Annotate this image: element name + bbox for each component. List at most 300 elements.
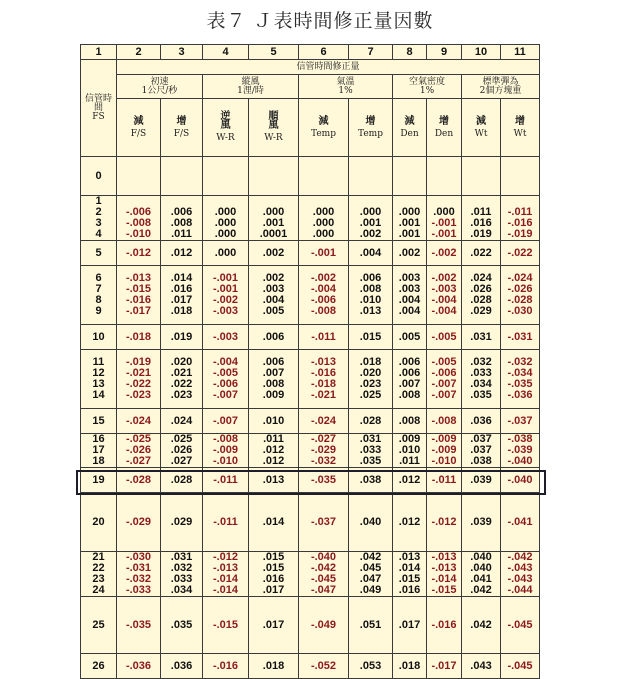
cell-line: .043 bbox=[470, 659, 492, 672]
cell-line: -.047 bbox=[310, 584, 337, 596]
value-cell bbox=[501, 196, 540, 241]
value-cell bbox=[117, 552, 161, 597]
cell-line: .037 bbox=[470, 444, 492, 456]
value-cell bbox=[249, 654, 299, 679]
column-number: 9 bbox=[427, 45, 462, 60]
cell-line: .016 bbox=[470, 217, 492, 229]
cell-line: -.007 bbox=[212, 389, 239, 401]
subcol-header bbox=[203, 99, 249, 157]
value-cell bbox=[349, 434, 393, 468]
value-cell bbox=[462, 409, 501, 434]
subcol-header bbox=[501, 99, 540, 157]
cell-line: -.013 bbox=[212, 562, 239, 574]
cell-line: -.040 bbox=[507, 455, 533, 467]
value-cell bbox=[427, 350, 462, 409]
cell-line: .017 bbox=[170, 294, 193, 306]
cell-line: -.038 bbox=[507, 433, 533, 445]
value-cell bbox=[427, 597, 462, 654]
value-cell bbox=[161, 350, 203, 409]
cell-line: -.002 bbox=[431, 272, 457, 284]
value-cell bbox=[462, 552, 501, 597]
subcol-code: Den bbox=[434, 128, 454, 139]
cell-line: 22 bbox=[92, 562, 105, 574]
value-cell bbox=[203, 350, 249, 409]
column-number: 11 bbox=[501, 45, 540, 60]
column-number: 8 bbox=[393, 45, 427, 60]
group-name: 標準彈為 bbox=[482, 76, 519, 87]
cell-line: -.006 bbox=[125, 206, 152, 218]
cell-line: 19 bbox=[92, 473, 105, 486]
group-name: 氣溫 bbox=[336, 76, 355, 87]
cell-line: .013 bbox=[359, 305, 382, 317]
cell-line: .014 bbox=[398, 562, 421, 574]
fs-cell bbox=[81, 654, 117, 679]
value-cell bbox=[117, 241, 161, 266]
cell-line: 21 bbox=[92, 551, 105, 563]
cell-line: .022 bbox=[170, 378, 193, 390]
cell-line: .004 bbox=[359, 246, 382, 259]
value-cell bbox=[349, 654, 393, 679]
subcol-header bbox=[249, 99, 299, 157]
value-cell bbox=[349, 597, 393, 654]
cell-line: -.041 bbox=[507, 515, 533, 528]
value-cell bbox=[349, 468, 393, 493]
cell-line: .000 bbox=[433, 206, 455, 218]
cell-line: 23 bbox=[92, 573, 105, 585]
cell-line: -.015 bbox=[125, 283, 152, 295]
cell-line: -.009 bbox=[212, 444, 239, 456]
value-cell bbox=[501, 350, 540, 409]
fs-cell bbox=[81, 434, 117, 468]
cell-line: -.011 bbox=[431, 473, 457, 486]
cell-line bbox=[161, 171, 202, 182]
value-cell bbox=[462, 196, 501, 241]
cell-line: -.003 bbox=[212, 305, 239, 317]
value-cell bbox=[501, 468, 540, 493]
value-cell bbox=[349, 350, 393, 409]
cell-line: -.006 bbox=[431, 367, 457, 379]
value-cell bbox=[249, 552, 299, 597]
cell-line: -.015 bbox=[431, 584, 457, 596]
group-unit: 1浬/時 bbox=[237, 85, 264, 96]
cell-line: 8 bbox=[95, 294, 102, 306]
cell-line: 2 bbox=[95, 206, 102, 218]
cell-line: -.043 bbox=[507, 562, 533, 574]
cell-line: .027 bbox=[170, 455, 193, 467]
value-cell bbox=[203, 325, 249, 350]
cell-line: -.044 bbox=[507, 584, 533, 596]
value-cell bbox=[203, 468, 249, 493]
cell-line: .010 bbox=[398, 444, 421, 456]
cell-line: .003 bbox=[398, 272, 421, 284]
value-cell bbox=[161, 493, 203, 552]
cell-line bbox=[117, 171, 160, 182]
table-row bbox=[81, 266, 540, 325]
value-cell bbox=[393, 409, 427, 434]
group-header bbox=[117, 75, 203, 99]
cell-line: .000 bbox=[312, 217, 335, 229]
cell-line: -.035 bbox=[507, 378, 533, 390]
cell-line: -.012 bbox=[212, 551, 239, 563]
cell-line: .028 bbox=[470, 294, 492, 306]
cell-line: .024 bbox=[470, 272, 492, 284]
cell-line: 10 bbox=[92, 330, 105, 343]
cell-line: -.035 bbox=[310, 473, 337, 486]
cell-line: .000 bbox=[214, 206, 237, 218]
value-cell bbox=[501, 157, 540, 196]
cell-line: 增 bbox=[439, 115, 449, 127]
cell-line: -.034 bbox=[507, 367, 533, 379]
cell-line: .001 bbox=[262, 217, 285, 229]
cell-line: .024 bbox=[170, 414, 193, 427]
cell-line: .017 bbox=[398, 618, 421, 631]
subcol-header bbox=[393, 99, 427, 157]
cell-line: -.008 bbox=[125, 217, 152, 229]
subcol-code: F/S bbox=[130, 128, 147, 139]
value-cell bbox=[393, 434, 427, 468]
cell-line: 減 bbox=[476, 115, 486, 127]
cell-line: .017 bbox=[262, 618, 285, 631]
cell-line: .034 bbox=[170, 584, 193, 596]
cell-line: .000 bbox=[214, 246, 237, 259]
cell-line: -.049 bbox=[310, 618, 337, 631]
table-row bbox=[81, 434, 540, 468]
table-row bbox=[81, 654, 540, 679]
value-cell bbox=[117, 654, 161, 679]
value-cell bbox=[462, 654, 501, 679]
value-cell bbox=[161, 196, 203, 241]
table-row bbox=[81, 325, 540, 350]
value-cell bbox=[299, 552, 349, 597]
value-cell bbox=[299, 196, 349, 241]
value-cell bbox=[393, 157, 427, 196]
value-cell bbox=[462, 468, 501, 493]
subcol-header bbox=[299, 99, 349, 157]
cell-line: 7 bbox=[95, 283, 102, 295]
value-cell bbox=[117, 196, 161, 241]
value-cell bbox=[349, 266, 393, 325]
cell-line: 減 bbox=[404, 115, 415, 127]
cell-line: 順 bbox=[268, 111, 279, 122]
value-cell bbox=[299, 325, 349, 350]
cell-line: -.014 bbox=[212, 584, 239, 596]
subcol-header bbox=[427, 99, 462, 157]
cell-line: .000 bbox=[214, 217, 237, 229]
value-cell bbox=[349, 409, 393, 434]
cell-line: .033 bbox=[470, 367, 492, 379]
group-name: 空氣密度 bbox=[408, 76, 445, 87]
cell-line: .021 bbox=[170, 367, 193, 379]
value-cell bbox=[393, 597, 427, 654]
cell-line: .029 bbox=[170, 515, 193, 528]
value-cell bbox=[427, 434, 462, 468]
cell-line: 5 bbox=[95, 246, 102, 259]
group-name: 初速 bbox=[150, 76, 169, 87]
fs-cell bbox=[81, 552, 117, 597]
cell-line: .038 bbox=[470, 455, 492, 467]
cell-line: -.028 bbox=[507, 294, 533, 306]
cell-line: -.045 bbox=[507, 618, 533, 631]
cell-line: .007 bbox=[398, 378, 421, 390]
value-cell bbox=[501, 434, 540, 468]
cell-line: -.009 bbox=[431, 444, 457, 456]
value-cell bbox=[161, 552, 203, 597]
cell-line: 26 bbox=[92, 659, 105, 672]
value-cell bbox=[501, 266, 540, 325]
cell-line: .011 bbox=[263, 433, 284, 445]
cell-line: -.011 bbox=[213, 515, 238, 528]
cell-line: .008 bbox=[262, 378, 285, 390]
table-row bbox=[81, 157, 540, 196]
fs-cell bbox=[81, 266, 117, 325]
cell-line: -.032 bbox=[310, 455, 337, 467]
cell-line: .019 bbox=[470, 228, 492, 240]
value-cell bbox=[249, 350, 299, 409]
value-cell bbox=[161, 597, 203, 654]
cell-line: -.005 bbox=[212, 367, 239, 379]
subcol-code: W-R bbox=[264, 133, 283, 143]
value-cell bbox=[393, 654, 427, 679]
value-cell bbox=[349, 157, 393, 196]
cell-line: .023 bbox=[170, 389, 193, 401]
cell-line: 9 bbox=[95, 305, 102, 317]
cell-line: .040 bbox=[359, 515, 382, 528]
value-cell bbox=[299, 597, 349, 654]
cell-line: .018 bbox=[359, 356, 382, 368]
subcol-header bbox=[117, 99, 161, 157]
value-cell bbox=[249, 493, 299, 552]
cell-line: .016 bbox=[170, 283, 193, 295]
value-cell bbox=[427, 196, 462, 241]
cell-line: -.040 bbox=[310, 551, 337, 563]
cell-line: -.001 bbox=[212, 283, 239, 295]
cell-line: -.016 bbox=[125, 294, 152, 306]
value-cell bbox=[299, 493, 349, 552]
value-cell bbox=[249, 468, 299, 493]
subcol-header bbox=[349, 99, 393, 157]
table-row bbox=[81, 196, 540, 241]
cell-line: .018 bbox=[262, 659, 285, 672]
subcol-word bbox=[117, 117, 160, 126]
cell-line: -.043 bbox=[507, 573, 533, 585]
value-cell bbox=[393, 350, 427, 409]
cell-line: .001 bbox=[359, 217, 382, 229]
cell-line: 風 bbox=[220, 120, 231, 131]
cell-line: -.022 bbox=[125, 378, 152, 390]
column-number: 4 bbox=[203, 45, 249, 60]
cell-line: .0001 bbox=[259, 228, 288, 240]
cell-line: .015 bbox=[398, 573, 421, 585]
value-cell bbox=[203, 241, 249, 266]
cell-line: 18 bbox=[92, 455, 105, 467]
cell-line: .041 bbox=[470, 573, 492, 585]
cell-line: .000 bbox=[312, 228, 335, 240]
cell-line: -.021 bbox=[125, 367, 152, 379]
cell-line: .038 bbox=[359, 473, 382, 486]
column-number: 3 bbox=[161, 45, 203, 60]
value-cell bbox=[203, 434, 249, 468]
cell-line: .006 bbox=[262, 330, 285, 343]
cell-line: .014 bbox=[262, 515, 285, 528]
cell-line: -.003 bbox=[212, 330, 239, 343]
value-cell bbox=[427, 468, 462, 493]
cell-line: .037 bbox=[470, 433, 492, 445]
cell-line: -.019 bbox=[507, 228, 533, 240]
cell-line: -.021 bbox=[310, 389, 337, 401]
cell-line: -.045 bbox=[310, 573, 337, 585]
cell-line: -.010 bbox=[431, 455, 457, 467]
table-row bbox=[81, 597, 540, 654]
cell-line: .008 bbox=[398, 414, 421, 427]
value-cell bbox=[462, 157, 501, 196]
value-cell bbox=[393, 552, 427, 597]
cell-line: -.012 bbox=[431, 515, 457, 528]
subcol-header bbox=[161, 99, 203, 157]
cell-line: -.010 bbox=[125, 228, 152, 240]
value-cell bbox=[203, 493, 249, 552]
cell-line: -.028 bbox=[125, 473, 152, 486]
value-cell bbox=[203, 266, 249, 325]
cell-line: .025 bbox=[170, 433, 193, 445]
value-cell bbox=[393, 266, 427, 325]
group-unit: 2個方塊重 bbox=[479, 85, 522, 96]
cell-line: .002 bbox=[359, 228, 382, 240]
cell-line: .009 bbox=[262, 389, 285, 401]
value-cell bbox=[501, 409, 540, 434]
cell-line: .039 bbox=[470, 515, 492, 528]
value-cell bbox=[299, 409, 349, 434]
fs-cell bbox=[81, 350, 117, 409]
cell-line: .011 bbox=[399, 455, 420, 467]
cell-line: -.026 bbox=[125, 444, 152, 456]
cell-line: .007 bbox=[262, 367, 285, 379]
cell-line: .020 bbox=[170, 356, 193, 368]
value-cell bbox=[161, 654, 203, 679]
cell-line: .018 bbox=[398, 659, 421, 672]
column-number: 10 bbox=[462, 45, 501, 60]
cell-line: .004 bbox=[262, 294, 285, 306]
cell-line: .022 bbox=[470, 246, 492, 259]
group-header bbox=[393, 75, 462, 99]
cell-line: 13 bbox=[92, 378, 105, 390]
cell-line: .015 bbox=[359, 330, 382, 343]
cell-line: -.037 bbox=[507, 414, 533, 427]
value-cell bbox=[462, 597, 501, 654]
subcol-code: Temp bbox=[358, 128, 383, 139]
value-cell bbox=[161, 434, 203, 468]
cell-line: .042 bbox=[470, 618, 492, 631]
cell-line: 增 bbox=[515, 115, 525, 127]
cell-line: 減 bbox=[318, 115, 329, 127]
value-cell bbox=[299, 266, 349, 325]
cell-line: .035 bbox=[170, 618, 193, 631]
cell-line: .031 bbox=[470, 330, 492, 343]
cell-line: .008 bbox=[359, 283, 382, 295]
cell-line: .006 bbox=[359, 272, 382, 284]
cell-line: -.019 bbox=[125, 356, 152, 368]
cell-line: .010 bbox=[359, 294, 382, 306]
value-cell bbox=[117, 493, 161, 552]
value-cell bbox=[501, 493, 540, 552]
value-cell bbox=[427, 654, 462, 679]
cell-line: .012 bbox=[262, 444, 285, 456]
cell-line: -.035 bbox=[125, 618, 152, 631]
value-cell bbox=[161, 325, 203, 350]
cell-line: -.009 bbox=[431, 433, 457, 445]
cell-line: .003 bbox=[262, 283, 285, 295]
fs-cell bbox=[81, 157, 117, 196]
cell-line: 信管時間 bbox=[84, 93, 112, 113]
cell-line: -.024 bbox=[310, 414, 337, 427]
cell-line bbox=[249, 171, 298, 182]
value-cell bbox=[299, 468, 349, 493]
cell-line bbox=[299, 171, 348, 182]
cell-line: 17 bbox=[92, 444, 105, 456]
cell-line: -.010 bbox=[212, 455, 239, 467]
cell-line bbox=[427, 171, 461, 182]
cell-line: .002 bbox=[262, 272, 285, 284]
value-cell bbox=[501, 654, 540, 679]
value-cell bbox=[462, 493, 501, 552]
value-cell bbox=[203, 597, 249, 654]
cell-line: -.013 bbox=[431, 562, 457, 574]
group-unit: 1% bbox=[419, 85, 435, 96]
cell-line: -.011 bbox=[311, 330, 336, 343]
value-cell bbox=[117, 468, 161, 493]
cell-line: -.025 bbox=[125, 433, 152, 445]
cell-line: -.001 bbox=[212, 272, 239, 284]
cell-line: -.023 bbox=[125, 389, 152, 401]
cell-line: .042 bbox=[359, 551, 382, 563]
cell-line: -.032 bbox=[125, 573, 152, 585]
value-cell bbox=[427, 266, 462, 325]
fs-header-cell bbox=[81, 60, 117, 157]
cell-line: -.018 bbox=[125, 330, 152, 343]
value-cell bbox=[349, 493, 393, 552]
cell-line: .033 bbox=[359, 444, 382, 456]
cell-line: -.032 bbox=[507, 356, 533, 368]
cell-line: .004 bbox=[398, 305, 421, 317]
table-row bbox=[81, 468, 540, 493]
cell-line: -.027 bbox=[310, 433, 337, 445]
cell-line: .000 bbox=[214, 228, 237, 240]
cell-line: .026 bbox=[170, 444, 193, 456]
cell-line: -.007 bbox=[431, 378, 457, 390]
cell-line: .000 bbox=[312, 206, 335, 218]
cell-line: .000 bbox=[359, 206, 382, 218]
cell-line: -.039 bbox=[507, 444, 533, 456]
cell-line: -.006 bbox=[310, 294, 337, 306]
cell-line: -.005 bbox=[431, 356, 457, 368]
value-cell bbox=[349, 241, 393, 266]
value-cell bbox=[249, 325, 299, 350]
subcol-word bbox=[501, 117, 539, 126]
cell-line: -.031 bbox=[125, 562, 152, 574]
cell-line: -.016 bbox=[431, 618, 457, 631]
value-cell bbox=[501, 597, 540, 654]
cell-line bbox=[462, 171, 500, 182]
fs-cell bbox=[81, 409, 117, 434]
cell-line: .049 bbox=[359, 584, 382, 596]
value-cell bbox=[462, 350, 501, 409]
cell-line: -.004 bbox=[212, 356, 239, 368]
cell-line: -.011 bbox=[507, 206, 533, 218]
subcol-word bbox=[161, 117, 202, 126]
cell-line: .006 bbox=[398, 367, 421, 379]
cell-line: -.013 bbox=[310, 356, 337, 368]
value-cell bbox=[117, 157, 161, 196]
cell-line: -.030 bbox=[125, 551, 152, 563]
